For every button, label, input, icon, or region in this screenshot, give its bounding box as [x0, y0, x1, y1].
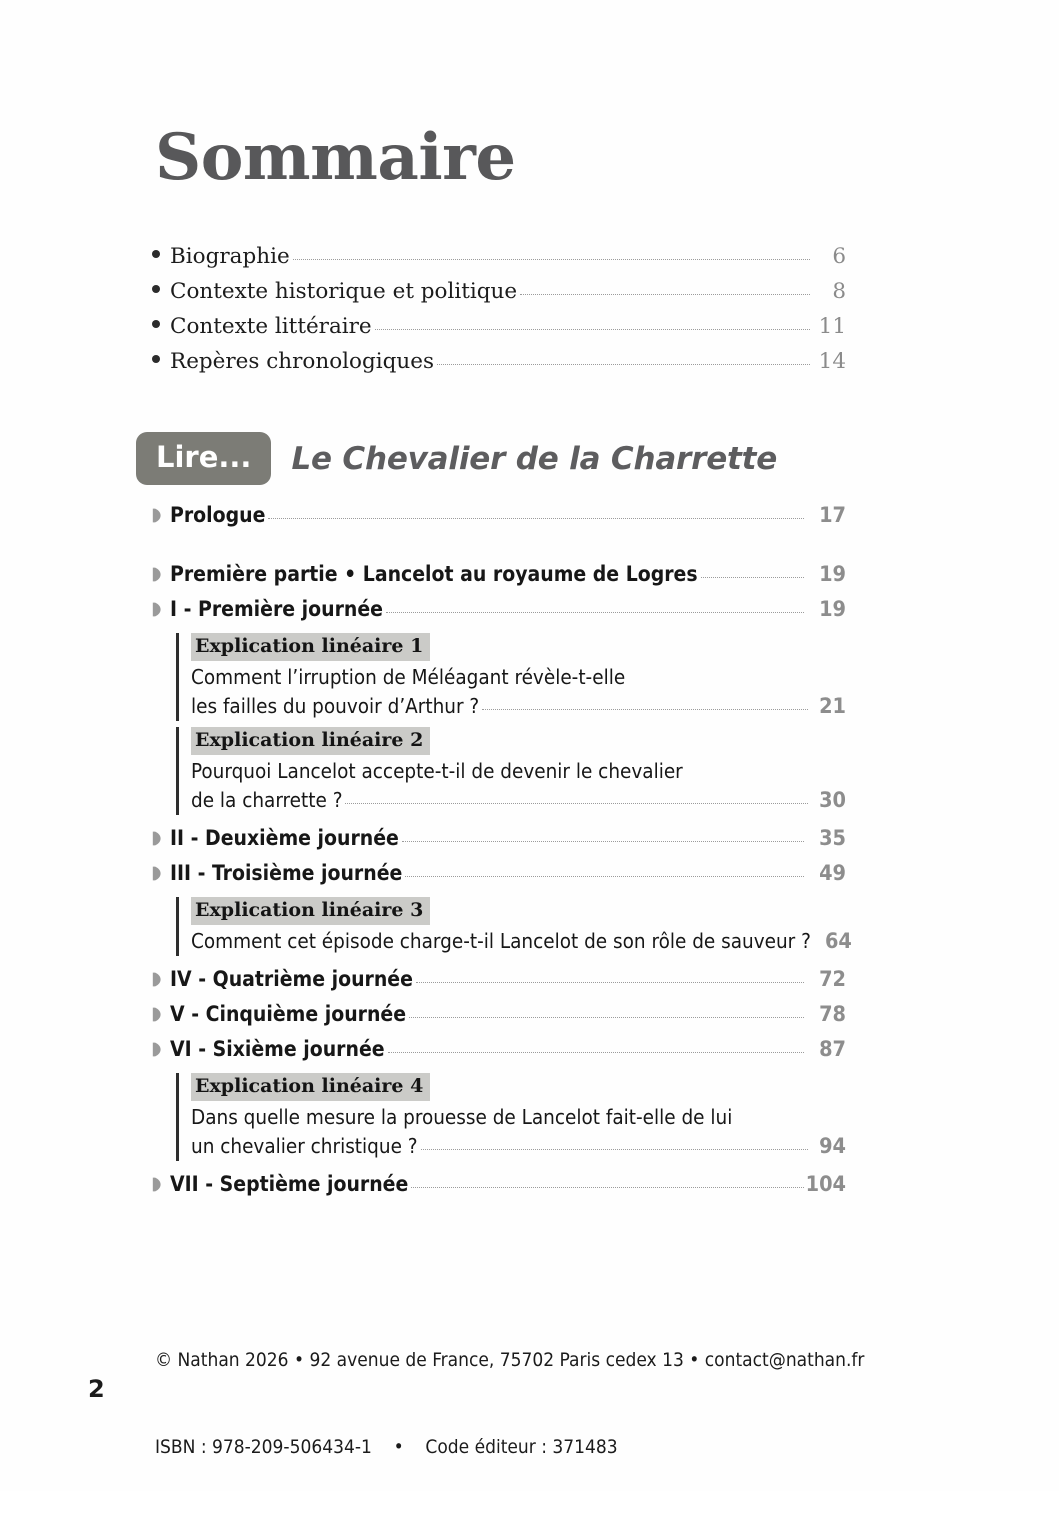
chapter-toc-item-page: 72 — [819, 967, 846, 992]
round-bullet-icon — [152, 355, 160, 363]
lire-badge[interactable]: Lire... — [136, 432, 271, 485]
right-pointer-icon — [152, 1042, 161, 1057]
intro-toc-list — [152, 240, 846, 380]
page-folio: 2 — [88, 1375, 105, 1403]
dot-leader — [405, 875, 804, 877]
chapter-toc-item-page: 17 — [819, 503, 846, 528]
right-pointer-icon — [152, 866, 161, 881]
chapter-toc-item[interactable] — [152, 592, 846, 627]
chapter-toc-item[interactable] — [152, 856, 846, 891]
explication-question-line: de la charrette ? — [191, 788, 343, 812]
intro-toc-item-page: 8 — [832, 279, 846, 304]
explication-question-line: Comment l’irruption de Méléagant révèle-t-elle — [191, 665, 626, 689]
chapter-toc-item[interactable] — [152, 962, 846, 997]
dot-leader — [409, 1016, 804, 1018]
chapter-toc-item-label: I - Première journée — [170, 597, 383, 621]
dot-leader — [375, 328, 810, 330]
work-title: Le Chevalier de la Charrette — [291, 440, 778, 477]
chapter-toc-item[interactable] — [152, 498, 846, 533]
lire-section-header — [136, 432, 777, 485]
right-pointer-icon — [152, 831, 161, 846]
explication-lineaire-block[interactable] — [176, 897, 852, 956]
intro-toc-item[interactable] — [152, 310, 846, 345]
intro-toc-item-label: Repères chronologiques — [170, 349, 434, 374]
dot-leader — [293, 258, 810, 260]
chapter-toc-item[interactable] — [152, 1032, 846, 1067]
explication-page: 30 — [819, 788, 846, 813]
chapter-toc-item-page: 49 — [819, 861, 846, 886]
dot-leader — [386, 611, 804, 613]
chapter-toc-item-label: Première partie • Lancelot au royaume de Logres — [170, 562, 698, 586]
explication-question-line: les failles du pouvoir d’Arthur ? — [191, 694, 480, 718]
round-bullet-icon — [152, 320, 160, 328]
dot-leader — [268, 517, 804, 519]
chapter-toc-item[interactable] — [152, 997, 846, 1032]
right-pointer-icon — [152, 508, 161, 523]
intro-toc-item-label: Contexte historique et politique — [170, 279, 518, 304]
right-pointer-icon — [152, 972, 161, 987]
round-bullet-icon — [152, 250, 160, 258]
intro-toc-item-page: 14 — [818, 349, 846, 374]
explication-lineaire-label: Explication linéaire 3 — [191, 897, 430, 925]
chapter-toc-item-page: 19 — [819, 597, 846, 622]
colophon-line-1: © Nathan 2026 • 92 avenue de France, 75702 Paris cedex 13 • contact@nathan.fr — [155, 1349, 865, 1371]
explication-lineaire-label: Explication linéaire 4 — [191, 1073, 430, 1101]
explication-question-row — [191, 927, 852, 956]
chapter-toc-item[interactable] — [152, 1167, 846, 1202]
dot-leader — [701, 576, 804, 578]
explication-question-line: Comment cet épisode charge-t-il Lancelot de son rôle de sauveur ? — [191, 929, 811, 953]
page-title: Sommaire — [155, 120, 516, 195]
explication-page: 94 — [819, 1134, 846, 1159]
dot-leader — [411, 1186, 803, 1188]
chapter-toc-item-page: 19 — [819, 562, 846, 587]
chapter-toc-item-label: VI - Sixième journée — [170, 1037, 385, 1061]
explication-lineaire-block[interactable] — [176, 727, 846, 815]
right-pointer-icon — [152, 602, 161, 617]
colophon-line-2: ISBN : 978-209-506434-1 • Code éditeur : 371483 — [155, 1436, 618, 1458]
explication-question-row — [191, 692, 846, 721]
explication-lineaire-label: Explication linéaire 2 — [191, 727, 430, 755]
right-pointer-icon — [152, 1007, 161, 1022]
dot-leader — [416, 981, 804, 983]
explication-question-line: un chevalier christique ? — [191, 1134, 418, 1158]
chapter-toc-item[interactable] — [152, 557, 846, 592]
dot-leader — [437, 363, 810, 365]
colophon — [155, 1288, 864, 1520]
chapter-toc-item-label: IV - Quatrième journée — [170, 967, 413, 991]
intro-toc-item-label: Biographie — [170, 244, 290, 269]
explication-question-row — [191, 1132, 846, 1161]
explication-question-row — [191, 786, 846, 815]
explication-lineaire-block[interactable] — [176, 1073, 846, 1161]
explication-lineaire-block[interactable] — [176, 633, 846, 721]
explication-lineaire-label: Explication linéaire 1 — [191, 633, 430, 661]
explication-page: 64 — [824, 929, 852, 954]
intro-toc-item[interactable] — [152, 345, 846, 380]
explication-question-line: Dans quelle mesure la prouesse de Lancelot fait-elle de lui — [191, 1105, 733, 1129]
intro-toc-item[interactable] — [152, 275, 846, 310]
intro-toc-item-page: 11 — [818, 314, 846, 339]
chapter-toc-item-label: VII - Septième journée — [170, 1172, 409, 1196]
right-pointer-icon — [152, 567, 161, 582]
chapter-toc-item-label: Prologue — [170, 503, 266, 527]
chapter-toc-item-page: 35 — [819, 826, 846, 851]
lire-toc-list — [152, 498, 852, 1202]
chapter-toc-item-label: III - Troisième journée — [170, 861, 403, 885]
chapter-toc-item-label: V - Cinquième journée — [170, 1002, 407, 1026]
intro-toc-item-label: Contexte littéraire — [170, 314, 372, 339]
right-pointer-icon — [152, 1177, 161, 1192]
chapter-toc-item-label: II - Deuxième journée — [170, 826, 399, 850]
chapter-toc-item[interactable] — [152, 821, 846, 856]
dot-leader — [402, 840, 804, 842]
intro-toc-item-page: 6 — [832, 244, 846, 269]
dot-leader — [345, 802, 808, 804]
dot-leader — [482, 708, 808, 710]
round-bullet-icon — [152, 285, 160, 293]
dot-leader — [520, 293, 810, 295]
explication-question-line: Pourquoi Lancelot accepte-t-il de devenir le chevalier — [191, 759, 683, 783]
explication-page: 21 — [819, 694, 846, 719]
intro-toc-item[interactable] — [152, 240, 846, 275]
dot-leader — [421, 1148, 808, 1150]
dot-leader — [388, 1051, 804, 1053]
chapter-toc-item-page: 78 — [819, 1002, 846, 1027]
chapter-toc-item-page: 104 — [805, 1172, 846, 1197]
chapter-toc-item-page: 87 — [819, 1037, 846, 1062]
